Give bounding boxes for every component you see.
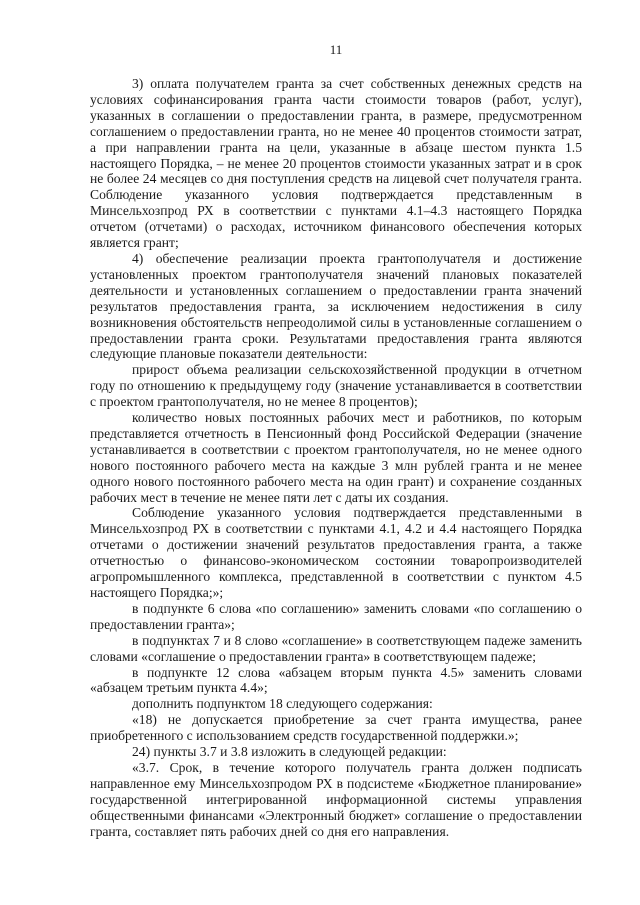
paragraph: 4) обеспечение реализации проекта грантополучателя и достижение установленных проектом грантополучателя значений плановых показателей деятельности и установленных соглашением о предоставлении гранта значений результатов предоставления гранта, за исключением недостижения в силу возникновения обстоятельств непреодолимой силы в установленные соглашением о предоставлении гранта сроки. Результатами предоставления гранта являются следующие плановые показатели деятельности: [90, 250, 582, 362]
paragraph: дополнить подпунктом 18 следующего содержания: [132, 696, 433, 712]
paragraph: количество новых постоянных рабочих мест и работников, по которым представляется отчетность в Пенсионный фонд Российской Федерации (значение устанавливается в соответствии с проектом грантополучателя, но не менее одного нового постоянного рабочего места на каждые 3 млн рублей гранта и не менее одного нового постоянного рабочего места на один грант) и сохранение созданных рабочих мест в течение не менее пяти лет с даты их создания. [90, 410, 582, 505]
paragraph: в подпункте 12 слова «абзацем вторым пункта 4.5» заменить словами «абзацем третьим пункта 4.4»; [90, 664, 582, 696]
paragraph: «3.7. Срок, в течение которого получатель гранта должен подписать направленное ему Минсельхозпродом РХ в подсистеме «Бюджетное планирование» государственной интегрированной информационной системы управления общественными финансами «Электронный бюджет» соглашение о предоставлении гранта, составляет пять рабочих дней со дня его направления. [90, 759, 582, 839]
page-number: 11 [329, 42, 343, 57]
paragraph: 3) оплата получателем гранта за счет собственных денежных средств на условиях софинансирования гранта части стоимости товаров (работ, услуг), указанных в соглашении о предоставлении гранта, в размере, предусмотренном соглашением о предоставлении гранта, но не менее 40 процентов стоимости затрат, а при направлении гранта на цели, указанные в абзаце шестом пункта 1.5 настоящего Порядка, – не менее 20 процентов стоимости указанных затрат и в срок не более 24 месяцев со дня поступления средств на лицевой счет получателя гранта. Соблюдение указанного условия подтверждается представленным в Минсельхозпрод РХ в соответствии с пунктами 4.1–4.3 настоящего Порядка отчетом (отчетами) о расходах, источником финансового обеспечения которых является грант; [90, 76, 582, 251]
paragraph: в подпункте 6 слова «по соглашению» заменить словами «по соглашению о предоставлении гранта»; [90, 600, 582, 632]
paragraph: в подпунктах 7 и 8 слово «соглашение» в соответствующем падеже заменить словами «соглашение о предоставлении гранта» в соответствующем падеже; [90, 632, 582, 664]
paragraph: «18) не допускается приобретение за счет гранта имущества, ранее приобретенного с использованием средств государственной поддержки.»; [90, 712, 582, 744]
paragraph: Соблюдение указанного условия подтверждается представленными в Минсельхозпрод РХ в соответствии с пунктами 4.1, 4.2 и 4.4 настоящего Порядка отчетами о достижении значений результатов предоставления гранта, а также отчетностью о финансово-экономическом состоянии товаропроизводителей агропромышленного комплекса, представленной в соответствии с пунктом 4.5 настоящего Порядка;»; [90, 505, 582, 600]
paragraph: 24) пункты 3.7 и 3.8 изложить в следующей редакции: [132, 744, 447, 760]
paragraph: прирост объема реализации сельскохозяйственной продукции в отчетном году по отношению к предыдущему году (значение устанавливается в соответствии с проектом грантополучателя, но не менее 8 процентов); [90, 362, 582, 410]
